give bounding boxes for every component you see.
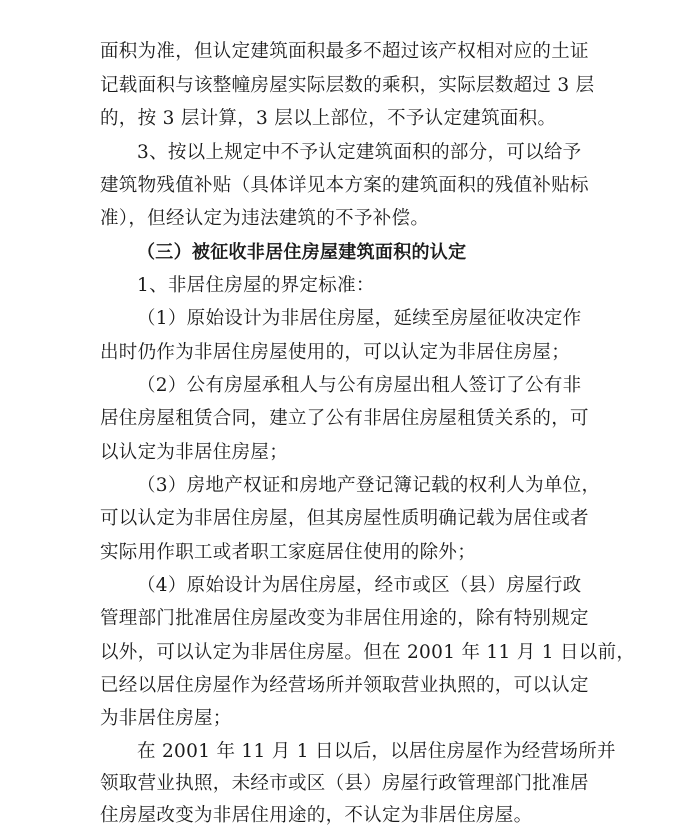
text-line-15: 可以认定为非居住房屋，但其房屋性质明确记载为居住或者	[100, 508, 589, 529]
text-line-19: 以外，可以认定为非居住房屋。但在 2001 年 11 月 1 日以前，	[100, 642, 636, 663]
text-line-6: 准），但经认定为违法建筑的不予补偿。	[100, 208, 430, 229]
text-line-23: 领取营业执照，未经市或区（县）房屋行政管理部门批准居	[100, 773, 589, 794]
text-line-3: 的，按 3 层计算，3 层以上部位，不予认定建筑面积。	[100, 108, 557, 129]
text-line-22: 在 2001 年 11 月 1 日以后，以居住房屋作为经营场所并	[137, 741, 616, 762]
section-heading: （三）被征收非居住房屋建筑面积的认定	[137, 242, 467, 263]
text-line-9: （1）原始设计为非居住房屋，延续至房屋征收决定作	[137, 308, 582, 329]
text-line-21: 为非居住房屋；	[100, 708, 232, 729]
text-line-14: （3）房地产权证和房地产登记簿记载的权利人为单位，	[137, 475, 601, 496]
text-line-12: 居住房屋租赁合同，建立了公有非居住房屋租赁关系的，可	[100, 408, 589, 429]
text-line-11: （2）公有房屋承租人与公有房屋出租人签订了公有非	[137, 375, 582, 396]
text-line-2: 记载面积与该整幢房屋实际层数的乘积，实际层数超过 3 层	[100, 75, 595, 96]
text-line-1: 面积为准，但认定建筑面积最多不超过该产权相对应的土证	[100, 41, 589, 62]
text-line-20: 已经以居住房屋作为经营场所并领取营业执照的，可以认定	[100, 675, 589, 696]
text-line-17: （4）原始设计为居住房屋，经市或区（县）房屋行政	[137, 575, 582, 596]
text-line-10: 出时仍作为非居住房屋使用的，可以认定为非居住房屋；	[100, 342, 571, 363]
text-line-8: 1、非居住房屋的界定标准：	[137, 275, 375, 296]
text-line-5: 建筑物残值补贴（具体详见本方案的建筑面积的残值补贴标	[100, 175, 589, 196]
text-line-16: 实际用作职工或者职工家庭居住使用的除外；	[100, 542, 477, 563]
text-line-4: 3、按以上规定中不予认定建筑面积的部分，可以给予	[137, 142, 582, 163]
text-line-13: 以认定为非居住房屋；	[100, 442, 289, 463]
text-line-24: 住房屋改变为非居住用途的，不认定为非居住房屋。	[100, 805, 533, 826]
text-line-18: 管理部门批准居住房屋改变为非居住用途的，除有特别规定	[100, 608, 589, 629]
